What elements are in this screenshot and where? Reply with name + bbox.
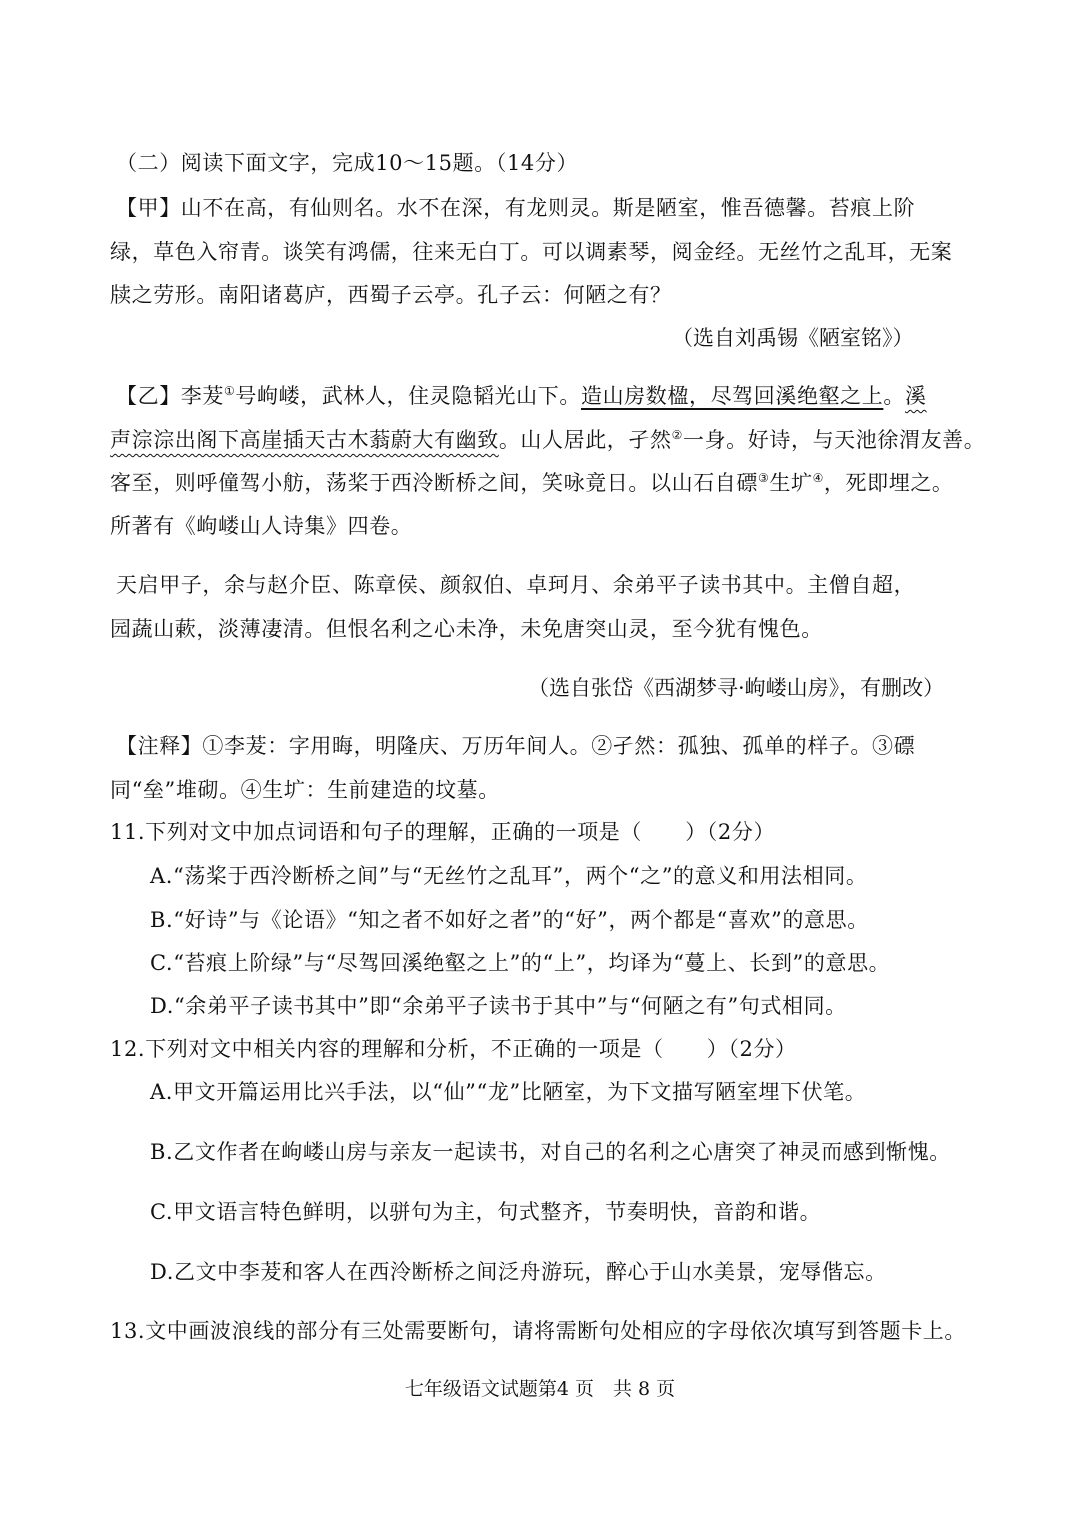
underlined-sentence: 造山房数楹，尽驾回溪绝壑之上	[580, 384, 884, 408]
note-marker-3: ③	[758, 471, 770, 485]
q11-stem: 11.下列对文中加点词语和句子的理解，正确的一项是（ ）（2分）	[110, 820, 776, 844]
yi-text: 一身。好诗，与天池徐渭友善。	[682, 428, 986, 452]
q12-option-c: C.甲文语言特色鲜明，以骈句为主，句式整齐，节奏明快，音韵和谐。	[150, 1200, 822, 1224]
q11-option-c: C.“苔痕上阶绿”与“尽驾回溪绝壑之上”的“上”，均译为“蔓上、长到”的意思。	[150, 951, 891, 975]
jia-source: （选自刘禹锡《陋室铭》）	[672, 326, 914, 350]
q11-option-b: B.“好诗”与《论语》“知之者不如好之者”的“好”，两个都是“喜欢”的意思。	[150, 908, 869, 932]
yi-text: 客至，则呼僮驾小舫，荡桨于西泠断桥之间，笑咏竟日。以山石自磦	[110, 471, 758, 495]
yi-text: 【乙】李茇	[116, 384, 224, 408]
yi-text: 生圹	[769, 471, 813, 495]
note-marker-4: ④	[812, 471, 824, 485]
yi-text: 。山人居此，孑然	[498, 428, 672, 452]
q12-stem: 12.下列对文中相关内容的理解和分析，不正确的一项是（ ）（2分）	[110, 1037, 797, 1061]
note-marker-1: ①	[224, 384, 236, 398]
yi-text: 。	[883, 384, 905, 408]
yi-p2-line-2: 园蔬山蔌，淡薄凄清。但恨名利之心未净，未免唐突山灵，至今犹有愧色。	[110, 617, 823, 641]
q13-stem: 13.文中画波浪线的部分有三处需要断句，请将需断句处相应的字母依次填写到答题卡上。	[110, 1319, 966, 1343]
q11-option-d: D.“余弟平子读书其中”即“余弟平子读书于其中”与“何陋之有”句式相同。	[150, 994, 847, 1018]
note-marker-2: ②	[671, 428, 683, 442]
yi-line-2	[110, 425, 985, 455]
q12-option-a: A.甲文开篇运用比兴手法，以“仙”“龙”比陋室，为下文描写陋室埋下伏笔。	[150, 1080, 867, 1104]
jia-line-2: 绿，草色入帘青。谈笑有鸿儒，往来无白丁。可以调素琴，阅金经。无丝竹之乱耳，无案	[110, 240, 953, 264]
page-footer: 七年级语文试题第4 页 共 8 页	[404, 1378, 676, 1400]
yi-p2-line-1: 天启甲子，余与赵介臣、陈章侯、颜叙伯、卓珂月、余弟平子读书其中。主僧自超，	[116, 573, 916, 597]
wavy-underlined-text: 声淙淙出阁下高崖插天古木蓊蔚大有幽致	[110, 428, 499, 452]
yi-text: ，死即埋之。	[823, 471, 954, 495]
jia-line-1: 【甲】山不在高，有仙则名。水不在深，有龙则灵。斯是陋室，惟吾德馨。苔痕上阶	[116, 196, 916, 220]
notes-line-2: 同“垒”堆砌。④生圹：生前建造的坟墓。	[110, 778, 500, 802]
notes-line-1: 【注释】①李茇：字用晦，明隆庆、万历年间人。②孑然：孤独、孤单的样子。③磦	[116, 734, 916, 758]
yi-line-3	[110, 468, 954, 498]
yi-text: 号岣嵝，武林人，住灵隐韬光山下。	[235, 384, 581, 408]
q11-option-a: A.“荡桨于西泠断桥之间”与“无丝竹之乱耳”，两个“之”的意义和用法相同。	[150, 864, 868, 888]
q12-option-b: B.乙文作者在岣嵝山房与亲友一起读书，对自己的名利之心唐突了神灵而感到惭愧。	[150, 1140, 951, 1164]
section-heading: （二）阅读下面文字，完成10～15题。（14分）	[116, 151, 579, 175]
jia-line-3: 牍之劳形。南阳诸葛庐，西蜀子云亭。孔子云：何陋之有？	[110, 283, 672, 307]
yi-line-4: 所著有《岣嵝山人诗集》四卷。	[110, 514, 413, 538]
wavy-underlined-text: 溪	[904, 384, 927, 408]
q12-option-d: D.乙文中李茇和客人在西泠断桥之间泛舟游玩，醉心于山水美景，宠辱偕忘。	[150, 1260, 887, 1284]
yi-source: （选自张岱《西湖梦寻·岣嵝山房》，有删改）	[528, 676, 945, 700]
yi-line-1	[116, 381, 927, 411]
